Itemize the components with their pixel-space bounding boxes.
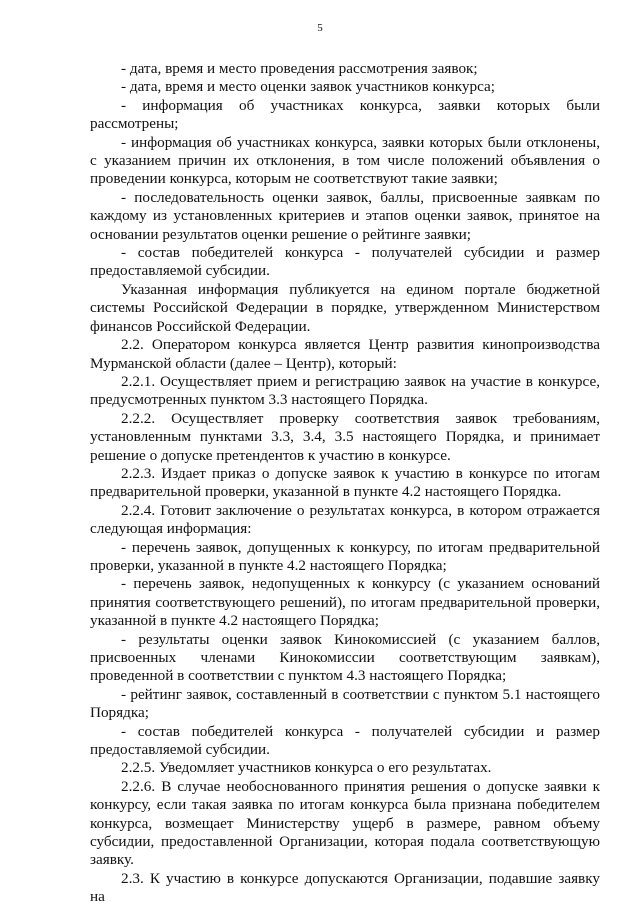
paragraph-rejected-participants: - информация об участниках конкурса, заявки которых были отклонены, с указанием причин их отклонения, в том числе положений объявления о проведении конкурса, которым не соответствуют такие заявки; bbox=[90, 133, 600, 188]
paragraph-review-date: - дата, время и место проведения рассмотрения заявок; bbox=[121, 60, 478, 77]
paragraph-admitted-list: - перечень заявок, допущенных к конкурсу, по итогам предварительной проверки, указанной в пункте 4.2 настоящего Порядка; bbox=[90, 538, 600, 574]
paragraph-2-2-4: 2.2.4. Готовит заключение о результатах конкурса, в котором отражается следующая информация: bbox=[90, 501, 600, 538]
document-body bbox=[90, 60, 600, 907]
paragraph-evaluation-sequence: - последовательность оценки заявок, баллы, присвоенные заявкам по каждому из установленных критериев и этапов оценки заявок, принятое на основании результатов оценки решение о рейтинге заявки; bbox=[90, 188, 600, 243]
paragraph-2-2-5: 2.2.5. Уведомляет участников конкурса о его результатах. bbox=[121, 759, 492, 777]
paragraph-2-2-1: 2.2.1. Осуществляет прием и регистрацию заявок на участие в конкурсе, предусмотренных пунктом 3.3 настоящего Порядка. bbox=[90, 372, 600, 409]
paragraph-2-2-6: 2.2.6. В случае необоснованного принятия решения о допуске заявки к конкурсу, если такая заявка по итогам конкурса была признана победителем конкурса, возмещает Министерству ущерб в размере, равном объему субсидии, предоставленной Организации, которая подала соответствующую заявку. bbox=[90, 777, 600, 869]
paragraph-2-2: 2.2. Оператором конкурса является Центр развития кинопроизводства Мурманской области (далее – Центр), который: bbox=[90, 336, 600, 372]
paragraph-2-2-3: 2.2.3. Издает приказ о допуске заявок к участию в конкурсе по итогам предварительной проверки, указанной в пункте 4.2 настоящего Порядка. bbox=[90, 464, 600, 501]
paragraph-rating: - рейтинг заявок, составленный в соответствии с пунктом 5.1 настоящего Порядка; bbox=[90, 685, 600, 722]
paragraph-winners-2: - состав победителей конкурса - получателей субсидии и размер предоставляемой субсидии. bbox=[90, 722, 600, 759]
paragraph-not-admitted-list: - перечень заявок, недопущенных к конкурсу (с указанием оснований принятия соответствующего решений), по итогам предварительной проверки, указанной в пункте 4.2 настоящего Порядка; bbox=[90, 575, 600, 630]
paragraph-winners: - состав победителей конкурса - получателей субсидии и размер предоставляемой субсидии. bbox=[90, 244, 600, 280]
paragraph-publication: Указанная информация публикуется на едином портале бюджетной системы Российской Федерации в порядке, утвержденном Министерством финансов Российской Федерации. bbox=[90, 280, 600, 335]
paragraph-evaluation-date: - дата, время и место оценки заявок участников конкурса; bbox=[121, 78, 496, 96]
paragraph-commission-results: - результаты оценки заявок Кинокомиссией (с указанием баллов, присвоенных членами Кинокомиссии соответствующим заявкам), проведенной в соответствии с пунктом 4.3 настоящего Порядка; bbox=[90, 630, 600, 685]
page-number: 5 bbox=[317, 22, 323, 34]
paragraph-reviewed-participants: - информация об участниках конкурса, заявки которых были рассмотрены; bbox=[90, 96, 600, 133]
paragraph-2-2-2: 2.2.2. Осуществляет проверку соответствия заявок требованиям, установленным пунктами 3.3, 3.4, 3.5 настоящего Порядка, и принимает решение о допуске претендентов к участию в конкурсе. bbox=[90, 409, 600, 464]
paragraph-2-3: 2.3. К участию в конкурсе допускаются Организации, подавшие заявку на bbox=[90, 869, 600, 906]
